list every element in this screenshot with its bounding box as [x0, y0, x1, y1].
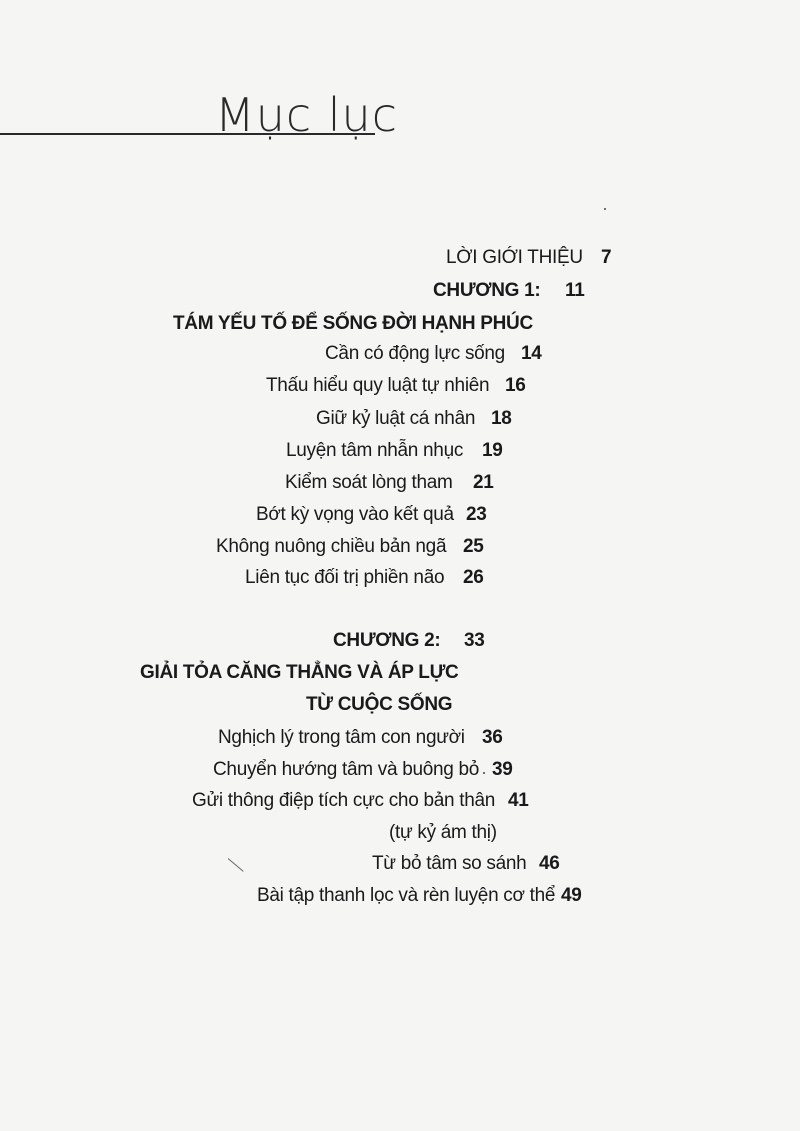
intro-page: 7 [601, 247, 612, 268]
chapter2-item-label: Bài tập thanh lọc và rèn luyện cơ thể [257, 885, 556, 906]
chapter1-item-label: Bớt kỳ vọng vào kết quả [256, 504, 454, 525]
scan-speck [604, 208, 606, 210]
chapter2-label: CHƯƠNG 2: [333, 630, 441, 651]
chapter1-item-page: 18 [491, 408, 512, 429]
scan-speck [483, 772, 485, 774]
chapter1-item-label: Không nuông chiều bản ngã [216, 536, 447, 557]
chapter2-item-page: 39 [492, 759, 513, 780]
chapter1-item-page: 16 [505, 375, 526, 396]
chapter2-heading-line1: GIẢI TỎA CĂNG THẲNG VÀ ÁP LỰC [140, 662, 459, 683]
chapter1-item-label: Luyện tâm nhẫn nhục [286, 440, 464, 461]
chapter1-item-label: Giữ kỷ luật cá nhân [316, 408, 476, 429]
chapter1-item-label: Kiểm soát lòng tham [285, 472, 453, 493]
chapter2-page: 33 [464, 630, 485, 651]
scan-mark [228, 858, 244, 872]
chapter2-item-label: Gửi thông điệp tích cực cho bản thân [192, 790, 495, 811]
chapter2-item-page: 41 [508, 790, 529, 811]
title-underline [0, 133, 375, 135]
chapter2-item-label: Nghịch lý trong tâm con người [218, 727, 465, 748]
chapter1-item-page: 26 [463, 567, 484, 588]
chapter1-item-label: Cần có động lực sống [325, 343, 505, 364]
chapter2-heading-line2: TỪ CUỘC SỐNG [306, 694, 453, 715]
chapter2-item-label: Từ bỏ tâm so sánh [372, 853, 527, 874]
chapter1-item-page: 23 [466, 504, 487, 525]
chapter2-item-label: Chuyển hướng tâm và buông bỏ [213, 759, 480, 780]
chapter1-item-page: 21 [473, 472, 494, 493]
intro-label: LỜI GIỚI THIỆU [446, 247, 583, 268]
chapter2-item-page: 36 [482, 727, 503, 748]
chapter1-label: CHƯƠNG 1: [433, 280, 541, 301]
chapter1-item-page: 14 [521, 343, 542, 364]
chapter1-item-label: Liên tục đối trị phiền não [245, 567, 445, 588]
chapter1-item-page: 25 [463, 536, 484, 557]
chapter1-item-label: Thấu hiểu quy luật tự nhiên [266, 375, 490, 396]
chapter2-item-page: 46 [539, 853, 560, 874]
chapter2-item-page: 49 [561, 885, 582, 906]
chapter1-item-page: 19 [482, 440, 503, 461]
page-title: Mục lục [215, 88, 398, 142]
chapter2-item-subline: (tự kỷ ám thị) [389, 822, 497, 843]
chapter1-heading: TÁM YẾU TỐ ĐỂ SỐNG ĐỜI HẠNH PHÚC [173, 313, 533, 334]
chapter1-page: 11 [565, 280, 585, 301]
